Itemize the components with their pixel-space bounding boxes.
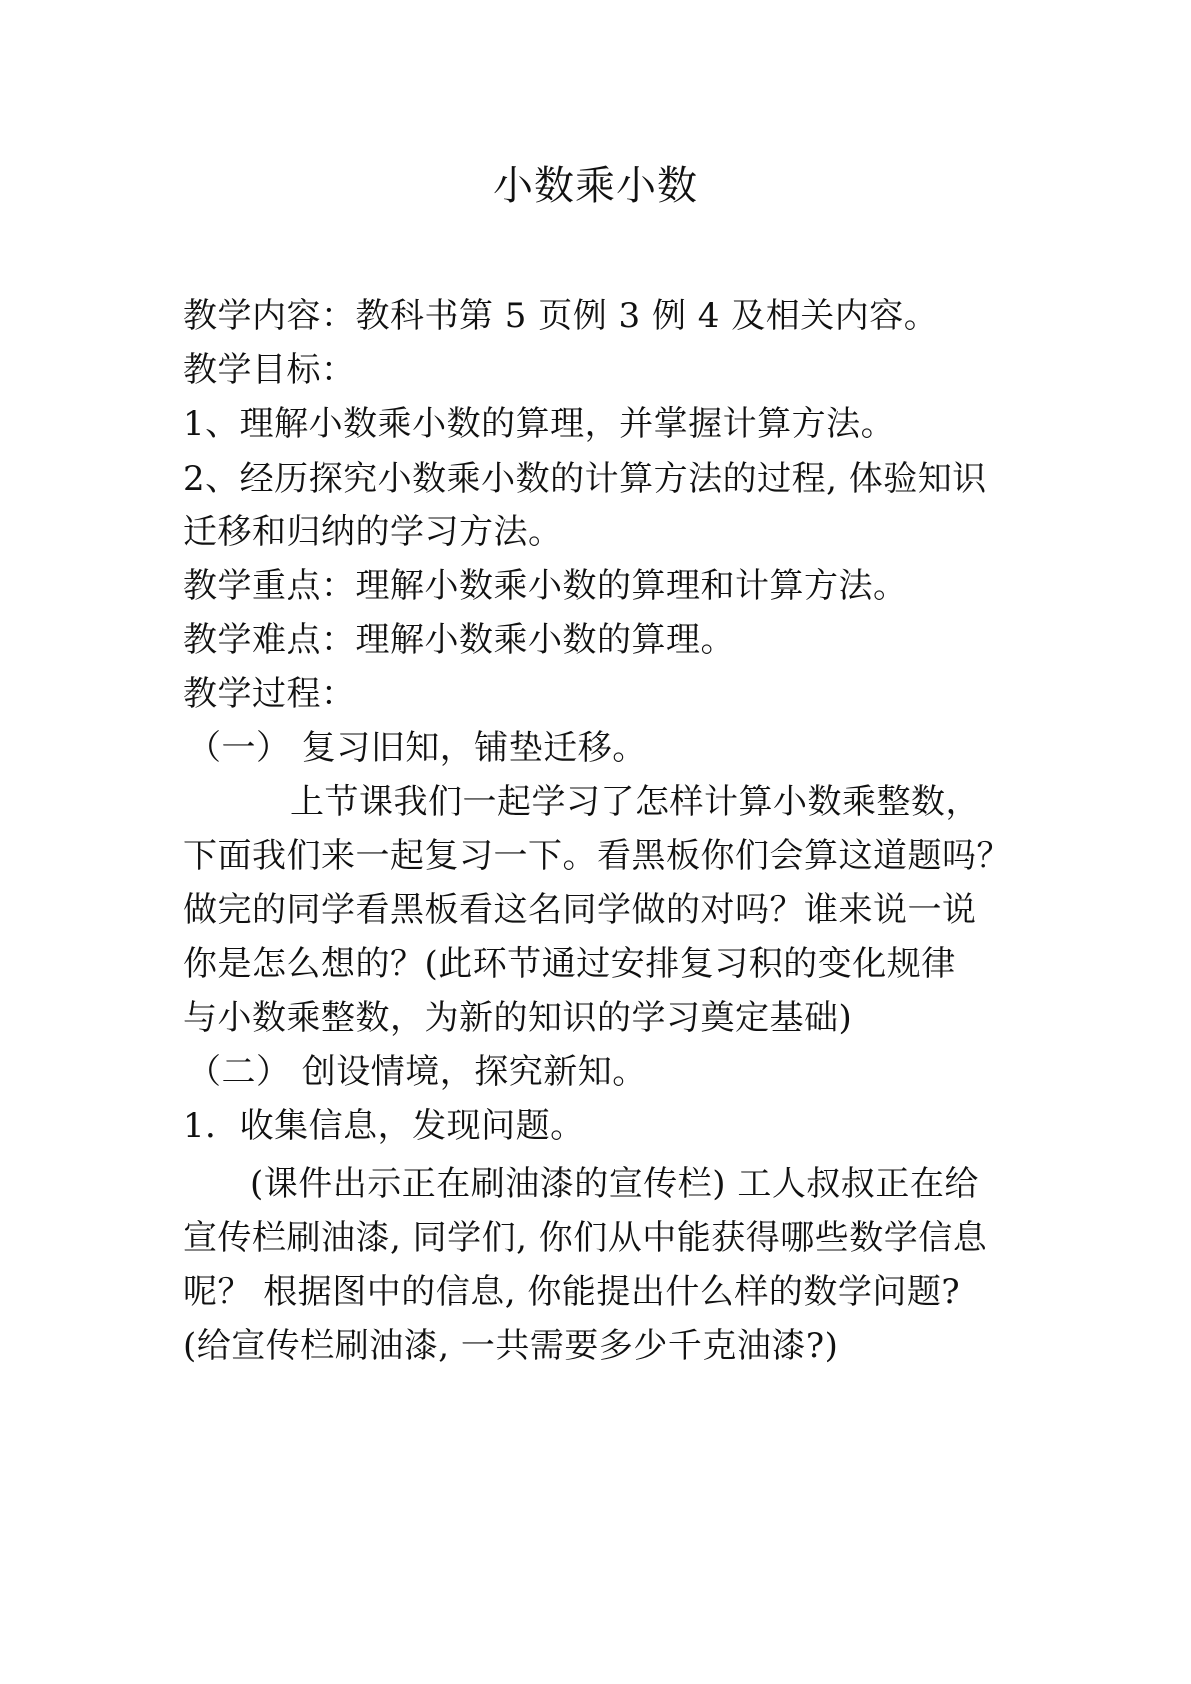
scenario-paragraph-line: 宣传栏刷油漆, 同学们, 你们从中能获得哪些数学信息 [183,1218,988,1258]
scenario-paragraph-line: (课件出示正在刷油漆的宣传栏) 工人叔叔正在给 [250,1164,979,1204]
teaching-focus-line: 教学重点：理解小数乘小数的算理和计算方法。 [183,566,908,606]
scenario-paragraph-line: 呢？ 根据图中的信息, 你能提出什么样的数学问题? [183,1272,961,1312]
teaching-goals-heading: 教学目标： [183,350,356,390]
teaching-content-line: 教学内容：教科书第 5 页例 3 例 4 及相关内容。 [183,296,939,336]
teaching-difficulty-line: 教学难点：理解小数乘小数的算理。 [183,620,735,660]
section-1-heading: （一） 复习旧知，铺垫迁移。 [187,728,647,768]
review-paragraph-line: 做完的同学看黑板看这名同学做的对吗？谁来说一说 [183,890,977,930]
step-1-heading: 1．收集信息，发现问题。 [183,1106,585,1146]
review-paragraph-line: 上节课我们一起学习了怎样计算小数乘整数， [290,782,980,822]
review-paragraph-line: 你是怎么想的？(此环节通过安排复习积的变化规律 [183,944,956,984]
review-paragraph-line: 下面我们来一起复习一下。看黑板你们会算这道题吗？ [183,836,1011,876]
document-title: 小数乘小数 [493,163,698,209]
goal-2-continuation: 迁移和归纳的学习方法。 [183,512,563,552]
section-2-heading: （二） 创设情境，探究新知。 [187,1052,647,1092]
goal-1-line: 1、理解小数乘小数的算理，并掌握计算方法。 [183,404,896,444]
scenario-paragraph-line: (给宣传栏刷油漆, 一共需要多少千克油漆?) [183,1326,839,1366]
teaching-process-heading: 教学过程： [183,674,356,714]
goal-2-line: 2、经历探究小数乘小数的计算方法的过程, 体验知识 [183,459,987,499]
review-paragraph-line: 与小数乘整数，为新的知识的学习奠定基础) [183,998,853,1038]
